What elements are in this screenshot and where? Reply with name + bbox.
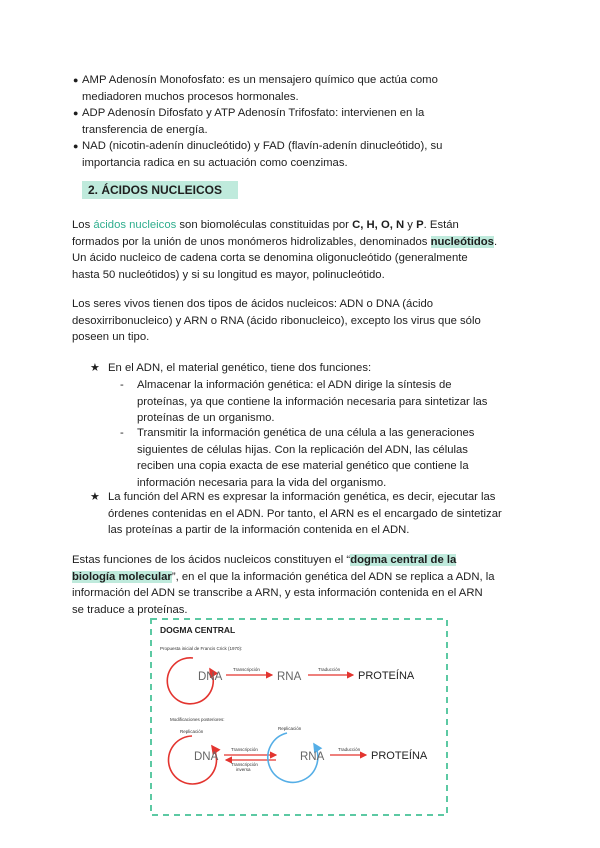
dna-label: DNA xyxy=(198,671,223,683)
diagram-subtitle-initial: Propuesta inicial de Francis Crick (1970): xyxy=(160,646,243,651)
replication-label-dna: Replicación xyxy=(180,729,204,734)
rna-label-2: RNA xyxy=(300,751,325,763)
dash-marker: - xyxy=(120,379,124,391)
replication-label-rna: Replicación xyxy=(278,726,302,731)
diagram-title: DOGMA CENTRAL xyxy=(160,625,236,635)
bullet-nad-fad: ● NAD (nicotin-adenín dinucleótido) y FAD (flavín-adenín dinucleótido), su importancia radica en su actuación como coenzimas. xyxy=(73,140,443,169)
star-adn-title: En el ADN, el material genético, tiene dos funciones: xyxy=(108,362,372,374)
dogma-central-diagram xyxy=(150,618,448,816)
dogma-highlight: biología molecular xyxy=(72,570,172,583)
dna-label-2: DNA xyxy=(194,751,219,763)
bullet-dot: ● xyxy=(73,75,79,85)
protein-label-2: PROTEÍNA xyxy=(371,750,428,762)
paragraph-dogma: Estas funciones de los ácidos nucleicos constituyen el “dogma central de la biología molecular”, en el que la información genética del ADN se replica a ADN, la información del ADN se transcribe a ARN, y esta información contenida en el ARN se traduce a proteínas. xyxy=(72,554,495,616)
reverse-transcription-label-2: inversa xyxy=(236,767,251,772)
sub-item-transmitir: Transmitir la información genética de una célula a las generaciones siguientes de células hijas. Con la replicación del ADN, las células reciben una copia exacta de ese material genético que contiene la información necesaria para la vida del organismo. xyxy=(137,427,475,489)
section-heading: 2. ÁCIDOS NUCLEICOS xyxy=(82,181,238,199)
star-arn-text: La función del ARN es expresar la información genética, es decir, ejecutar las órdenes contenidas en el ADN. Por tanto, el ARN es el encargado de sintetizar las proteínas a partir de la información contenida en el ADN. xyxy=(108,491,502,537)
star-icon: ★ xyxy=(90,491,100,503)
translation-label-2: Traducción xyxy=(338,747,361,752)
paragraph-intro: Los ácidos nucleicos son biomoléculas constituidas por C, H, O, N y P. Están formados por la unión de unos monómeros hidrolizables, denominados nucleótidos. Un ácido nucleico de cadena corta se denomina oligonucleótido (generalmente hasta 50 nucleótidos) y si su longitud es mayor, polinucleótido. xyxy=(72,219,498,281)
bullet-dot: ● xyxy=(73,141,79,151)
rna-label: RNA xyxy=(277,671,302,683)
bullet-amp: ● AMP Adenosín Monofosfato: es un mensajero químico que actúa como mediadoren muchos procesos hormonales. xyxy=(73,74,438,103)
acidos-nucleicos-link[interactable]: ácidos nucleicos xyxy=(93,219,177,231)
diagram-subtitle-later: Modificaciones posteriores: xyxy=(170,717,225,722)
star-icon: ★ xyxy=(90,362,100,374)
protein-label: PROTEÍNA xyxy=(358,670,415,682)
transcription-label-2: Transcripción xyxy=(231,747,258,752)
transcription-label: Transcripción xyxy=(233,667,260,672)
translation-label: Traducción xyxy=(318,667,341,672)
paragraph-types: Los seres vivos tienen dos tipos de ácidos nucleicos: ADN o DNA (ácido desoxirribonucleico) y ARN o RNA (ácido ribonucleico), excepto los virus que sólo poseen un tipo. xyxy=(72,298,481,344)
bullet-adp-atp: ● ADP Adenosín Difosfato y ATP Adenosín Trifosfato: intervienen en la transferencia de energía. xyxy=(73,107,425,136)
reverse-transcription-label: Transcripción xyxy=(231,762,258,767)
dash-marker: - xyxy=(120,427,124,439)
dogma-highlight: dogma central de la xyxy=(350,554,457,566)
nucleotidos-highlight: nucleótidos xyxy=(430,235,494,248)
sub-item-almacenar: Almacenar la información genética: el ADN dirige la síntesis de proteínas, ya que contiene la información necesaria para sintetizar las proteínas de un organismo. xyxy=(137,379,488,425)
bullet-dot: ● xyxy=(73,108,79,118)
